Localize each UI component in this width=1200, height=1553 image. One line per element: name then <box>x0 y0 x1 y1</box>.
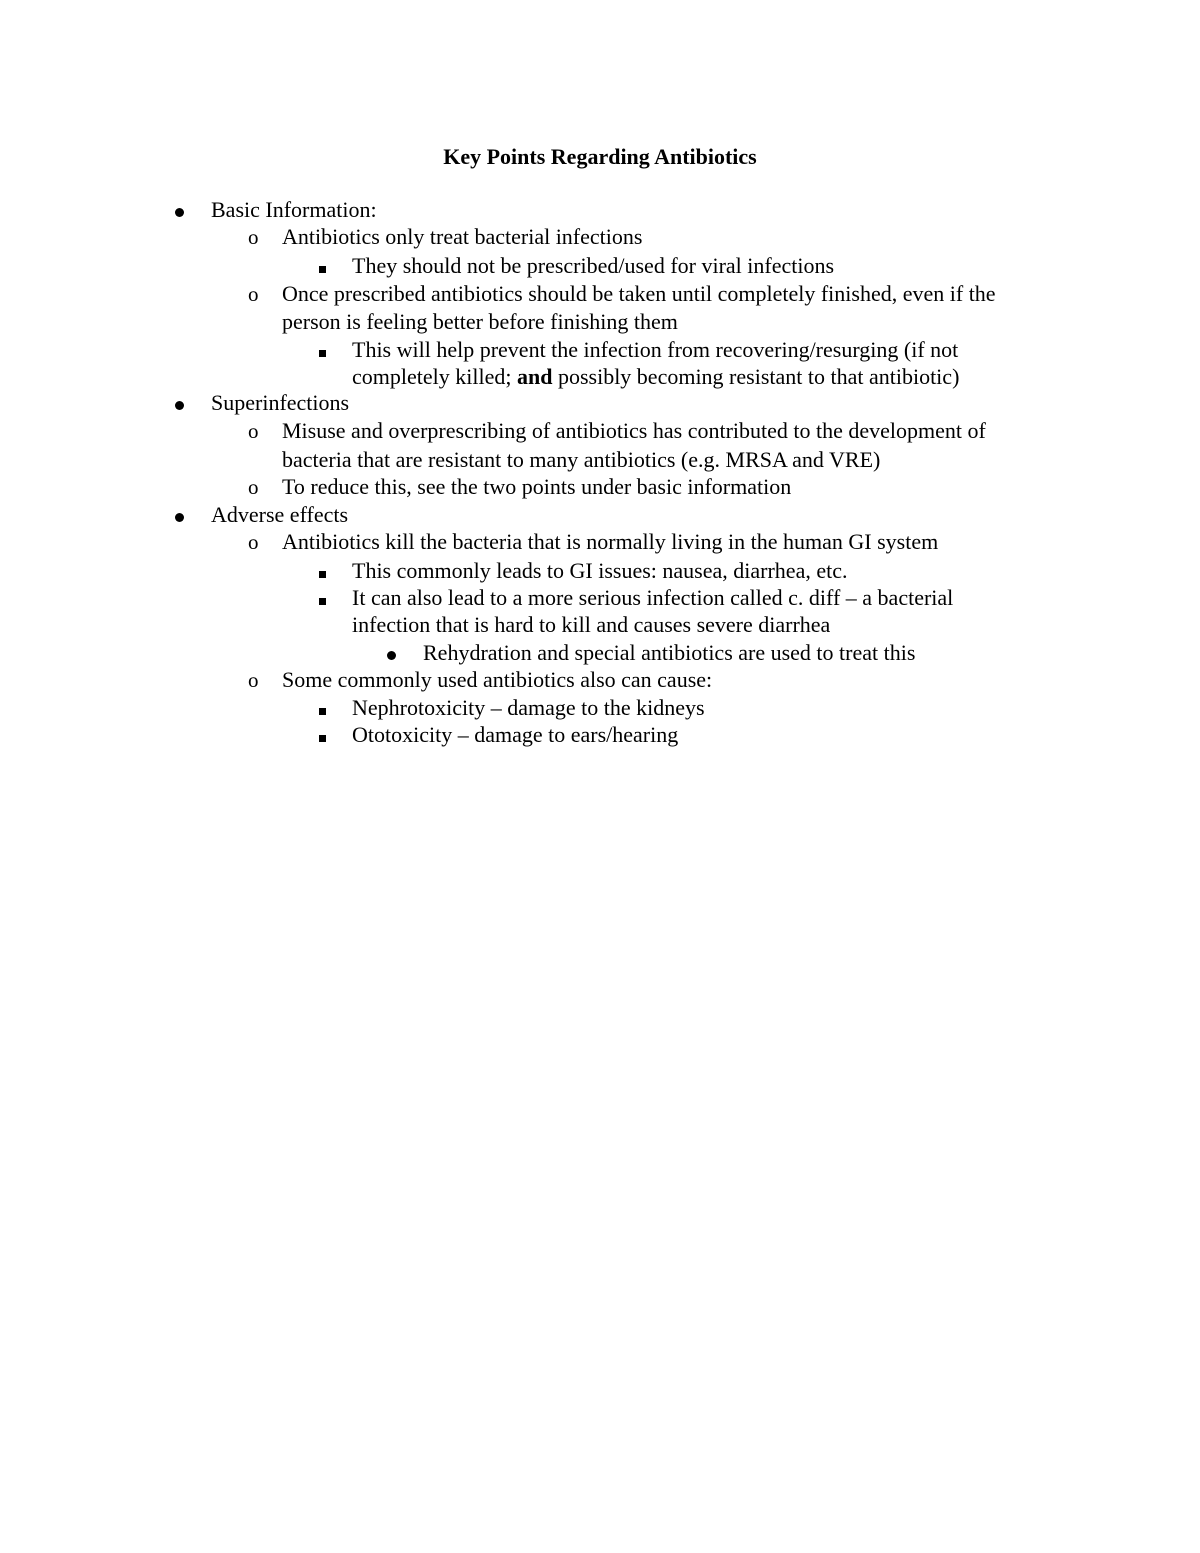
bullet-o: o <box>248 668 259 692</box>
list-item-complete-course-line1: Once prescribed antibiotics should be taken until completely finished, even if the <box>282 281 996 306</box>
section-heading-superinfections: Superinfections <box>211 390 350 415</box>
list-item-complete-course-line2: person is feeling better before finishing them <box>282 309 678 334</box>
list-item-kill-gi-bacteria: Antibiotics kill the bacteria that is normally living in the human GI system <box>282 529 939 554</box>
section-heading-adverse-effects: Adverse effects <box>211 502 349 527</box>
bullet-o: o <box>248 225 259 249</box>
list-item-c-diff-line1: It can also lead to a more serious infection called c. diff – a bacterial <box>352 585 954 610</box>
list-item-reduce-this: To reduce this, see the two points under basic information <box>282 474 792 499</box>
bullet-square <box>319 695 326 721</box>
bullet-square <box>319 558 326 584</box>
section-heading-basic-information: Basic Information: <box>211 197 377 222</box>
list-item-misuse-line1: Misuse and overprescribing of antibiotics has contributed to the development of <box>282 418 986 443</box>
bullet-o: o <box>248 282 259 306</box>
list-item-also-can-cause: Some commonly used antibiotics also can cause: <box>282 667 713 692</box>
list-item-gi-issues: This commonly leads to GI issues: nausea, diarrhea, etc. <box>352 558 848 583</box>
bullet-disc <box>175 390 184 416</box>
list-item-prevent-resurging-line2: completely killed; and possibly becoming resistant to that antibiotic) <box>352 364 960 389</box>
bullet-o: o <box>248 475 259 499</box>
list-item-misuse-line2: bacteria that are resistant to many antibiotics (e.g. MRSA and VRE) <box>282 447 881 472</box>
list-item-antibiotics-bacterial: Antibiotics only treat bacterial infections <box>282 224 643 249</box>
bullet-square <box>319 337 326 363</box>
bullet-o: o <box>248 419 259 443</box>
list-item-prevent-resurging-line1: This will help prevent the infection from recovering/resurging (if not <box>352 337 959 362</box>
list-item-nephrotoxicity: Nephrotoxicity – damage to the kidneys <box>352 695 705 720</box>
bullet-square <box>319 585 326 611</box>
bullet-square <box>319 253 326 279</box>
list-item-not-for-viral: They should not be prescribed/used for viral infections <box>352 253 835 278</box>
list-item-rehydration: Rehydration and special antibiotics are used to treat this <box>423 640 916 665</box>
bullet-disc <box>175 502 184 528</box>
bullet-disc <box>175 197 184 223</box>
list-item-ototoxicity: Ototoxicity – damage to ears/hearing <box>352 722 679 747</box>
emphasis-and: and <box>516 364 553 389</box>
bullet-square <box>319 722 326 748</box>
list-item-c-diff-line2: infection that is hard to kill and causes severe diarrhea <box>352 612 831 637</box>
page-title: Key Points Regarding Antibiotics <box>443 144 757 169</box>
bullet-o: o <box>248 530 259 554</box>
bullet-disc <box>387 640 396 666</box>
